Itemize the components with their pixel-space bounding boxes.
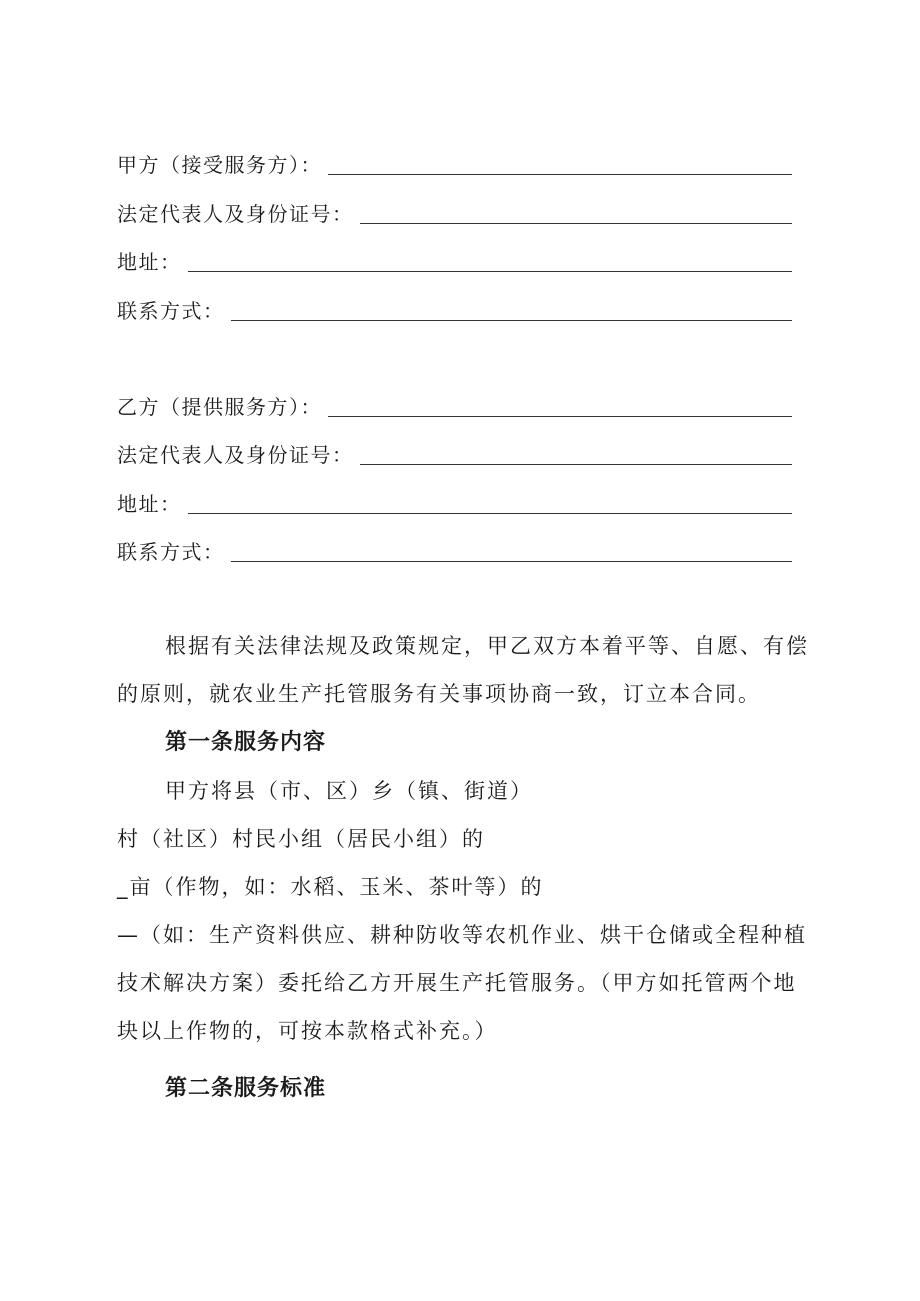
party-b-address-blank[interactable]	[188, 512, 793, 514]
party-a-address-field	[117, 245, 792, 275]
party-b-title-field	[117, 390, 792, 420]
party-a-contact-label: 联系方式：	[117, 299, 225, 323]
party-a-title-label: 甲方（接受服务方）：	[117, 153, 322, 177]
article-1-heading: 第一条服务内容	[165, 730, 327, 755]
party-a-contact-field	[117, 294, 792, 324]
party-b-title-label: 乙方（提供服务方）：	[117, 395, 322, 419]
party-b-address-label: 地址：	[117, 492, 182, 516]
party-b-representative-blank[interactable]	[360, 463, 793, 465]
party-b-contact-field	[117, 535, 792, 565]
party-a-address-blank[interactable]	[188, 270, 793, 272]
party-b-title-blank[interactable]	[328, 415, 792, 417]
party-b-contact-label: 联系方式：	[117, 540, 225, 564]
party-b-representative-label: 法定代表人及身份证号：	[117, 443, 354, 467]
article-1-line-2: 村（社区）村民小组（居民小组）的	[117, 827, 485, 851]
article-1-line-3: _亩（作物，如：水稻、玉米、茶叶等）的	[117, 875, 544, 899]
party-b-contact-blank[interactable]	[231, 560, 793, 562]
party-a-contact-blank[interactable]	[231, 319, 793, 321]
party-a-representative-blank[interactable]	[360, 222, 793, 224]
party-b-representative-field	[117, 438, 792, 468]
article-2-heading: 第二条服务标准	[165, 1076, 327, 1101]
preamble-line-1: 根据有关法律法规及政策规定，甲乙双方本着平等、自愿、有偿	[165, 634, 809, 658]
article-1-line-4: —（如：生产资料供应、耕种防收等农机作业、烘干仓储或全程种植	[117, 923, 807, 947]
party-a-title-field	[117, 148, 792, 178]
article-1-line-5: 技术解决方案）委托给乙方开展生产托管服务。（甲方如托管两个地	[117, 971, 797, 995]
party-a-representative-label: 法定代表人及身份证号：	[117, 202, 354, 226]
party-a-address-label: 地址：	[117, 250, 182, 274]
party-a-title-blank[interactable]	[328, 173, 792, 175]
preamble-line-2: 的原则，就农业生产托管服务有关事项协商一致，订立本合同。	[117, 682, 761, 706]
article-1-line-6: 块以上作物的，可按本款格式补充。）	[117, 1019, 498, 1043]
party-a-representative-field	[117, 197, 792, 227]
article-1-line-1: 甲方将县（市、区）乡（镇、街道）	[165, 779, 533, 803]
party-b-address-field	[117, 487, 792, 517]
